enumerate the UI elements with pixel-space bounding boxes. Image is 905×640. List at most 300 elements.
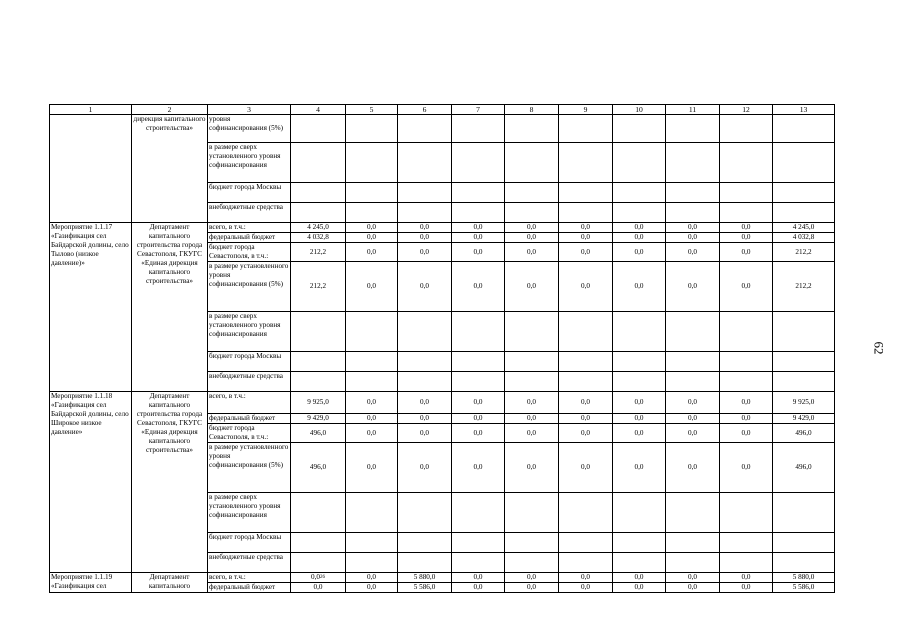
amount-cell xyxy=(291,424,346,443)
amount-cell xyxy=(613,424,666,443)
amount-cell xyxy=(291,243,346,262)
amount-cell xyxy=(505,372,559,392)
amount-cell xyxy=(452,583,505,593)
amount-cell xyxy=(398,243,452,262)
amount-cell xyxy=(666,533,720,553)
amount-value: 496,0 xyxy=(795,463,812,471)
table-row xyxy=(50,392,835,414)
amount-value: 0,0 xyxy=(688,233,697,241)
amount-cell xyxy=(559,203,613,223)
amount-value: 0,0 xyxy=(634,247,644,256)
amount-value: 0,0 xyxy=(741,247,751,256)
amount-value: 9 429,0 xyxy=(307,414,329,422)
amount-cell xyxy=(773,183,835,203)
funding-source: внебюджетные средства xyxy=(208,553,291,573)
amount-cell xyxy=(346,573,398,583)
amount-value: 0,0 xyxy=(741,463,751,471)
amount-value: 0,0 xyxy=(473,247,483,256)
amount-cell xyxy=(559,262,613,312)
funding-source: в размере установленного уровня софинансирования (5%) xyxy=(208,443,291,493)
column-number: 3 xyxy=(208,105,291,115)
amount-cell xyxy=(398,583,452,593)
amount-cell xyxy=(291,493,346,533)
amount-cell xyxy=(505,183,559,203)
amount-cell xyxy=(773,372,835,392)
amount-cell xyxy=(291,203,346,223)
amount-cell xyxy=(398,424,452,443)
amount-cell xyxy=(291,115,346,143)
amount-value: 0,0 xyxy=(420,233,429,241)
amount-cell xyxy=(398,312,452,352)
amount-cell xyxy=(613,143,666,183)
amount-cell xyxy=(398,392,452,414)
amount-cell xyxy=(666,424,720,443)
amount-value: 212,2 xyxy=(309,247,327,256)
amount-cell xyxy=(346,493,398,533)
amount-value: 0,0 xyxy=(527,223,536,231)
amount-value: 0,0 xyxy=(473,233,483,241)
amount-cell xyxy=(559,392,613,414)
amount-cell xyxy=(398,414,452,424)
amount-cell xyxy=(346,115,398,143)
funding-source: бюджет города Москвы xyxy=(208,533,291,553)
funding-source: бюджет города Москвы xyxy=(208,352,291,372)
table-row xyxy=(50,573,835,583)
amount-value: 496,0 xyxy=(309,463,327,471)
amount-value: 0,0 xyxy=(367,398,376,406)
amount-cell xyxy=(291,233,346,243)
amount-cell xyxy=(291,583,346,593)
amount-cell xyxy=(505,553,559,573)
funding-source: в размере сверх установленного уровня софинансирования xyxy=(208,143,291,183)
event-name-continued xyxy=(50,115,132,223)
amount-cell xyxy=(666,312,720,352)
amount-value: 0,0 xyxy=(688,428,697,437)
amount-cell xyxy=(559,233,613,243)
amount-value: 9 925,0 xyxy=(792,398,815,406)
amount-cell xyxy=(291,312,346,352)
amount-cell xyxy=(291,573,346,583)
page-number: 62 xyxy=(871,341,887,355)
funding-source: бюджет города Севастополя, в т.ч.: xyxy=(208,243,291,262)
amount-cell xyxy=(720,443,773,493)
amount-cell xyxy=(773,553,835,573)
amount-value: 0,0 xyxy=(581,414,590,422)
amount-cell xyxy=(559,312,613,352)
amount-cell xyxy=(613,223,666,233)
amount-value: 0,0 xyxy=(420,223,429,231)
amount-value: 212,2 xyxy=(795,282,812,290)
amount-cell xyxy=(346,443,398,493)
amount-value: 0,0 xyxy=(688,463,697,471)
amount-value: 0,0 xyxy=(420,463,429,471)
amount-cell xyxy=(773,424,835,443)
amount-value: 212,2 xyxy=(795,247,812,256)
amount-value: 0,0 xyxy=(741,428,751,437)
amount-cell xyxy=(346,352,398,372)
amount-value: 0,0 xyxy=(581,398,590,406)
column-number: 9 xyxy=(559,105,613,115)
amount-cell xyxy=(398,493,452,533)
amount-cell xyxy=(666,583,720,593)
amount-cell xyxy=(505,243,559,262)
amount-value: 0,0 xyxy=(581,573,590,581)
amount-cell xyxy=(452,533,505,553)
amount-cell xyxy=(720,352,773,372)
amount-value: 0,0 xyxy=(420,398,429,406)
amount-cell xyxy=(452,443,505,493)
amount-cell xyxy=(452,312,505,352)
amount-cell xyxy=(613,312,666,352)
funding-source: в размере сверх установленного уровня софинансирования xyxy=(208,493,291,533)
amount-cell xyxy=(505,143,559,183)
amount-cell xyxy=(720,233,773,243)
amount-cell xyxy=(346,223,398,233)
table-row xyxy=(50,223,835,233)
amount-value: 0,0 xyxy=(420,247,429,256)
amount-cell xyxy=(666,203,720,223)
column-number: 10 xyxy=(613,105,666,115)
amount-value: 0,0 xyxy=(527,463,536,471)
amount-cell xyxy=(505,203,559,223)
amount-cell xyxy=(398,352,452,372)
amount-value: 0,0 xyxy=(741,573,751,581)
amount-value: 0,0 xyxy=(367,282,376,290)
amount-cell xyxy=(452,143,505,183)
amount-cell xyxy=(666,183,720,203)
amount-cell xyxy=(773,443,835,493)
table-row xyxy=(50,115,835,143)
amount-cell xyxy=(773,203,835,223)
amount-cell xyxy=(452,223,505,233)
amount-value: 0,0 xyxy=(473,223,483,231)
amount-value: 0,0 xyxy=(688,223,697,231)
amount-cell xyxy=(559,372,613,392)
amount-cell xyxy=(398,533,452,553)
executor: Департамент капитального строительства города Севастополя, ГКУГС «Единая дирекция капитального строительства» xyxy=(132,392,208,573)
amount-cell xyxy=(559,352,613,372)
amount-cell xyxy=(773,583,835,593)
amount-cell xyxy=(613,392,666,414)
amount-cell xyxy=(398,443,452,493)
amount-cell xyxy=(452,183,505,203)
amount-cell xyxy=(613,573,666,583)
amount-cell xyxy=(291,533,346,553)
amount-cell xyxy=(773,262,835,312)
event-name: Мероприятие 1.1.17 «Газификация сел Байдарской долины, село Тылово (низкое давление)» xyxy=(50,223,132,392)
amount-cell xyxy=(505,223,559,233)
amount-cell xyxy=(666,392,720,414)
amount-value: 0,0 xyxy=(634,573,644,581)
amount-cell xyxy=(452,414,505,424)
amount-cell xyxy=(773,233,835,243)
amount-cell xyxy=(773,533,835,553)
amount-cell xyxy=(505,233,559,243)
amount-cell xyxy=(666,352,720,372)
amount-value: 0,0 xyxy=(741,583,751,591)
amount-cell xyxy=(398,223,452,233)
amount-cell xyxy=(505,392,559,414)
amount-value: 9 925,0 xyxy=(307,398,329,406)
amount-value: 0,0 xyxy=(688,573,697,581)
amount-cell xyxy=(346,233,398,243)
amount-cell xyxy=(452,553,505,573)
amount-value: 0,0 xyxy=(527,583,536,591)
column-number: 13 xyxy=(773,105,835,115)
amount-cell xyxy=(398,262,452,312)
amount-value: 0,0 xyxy=(688,247,697,256)
amount-cell xyxy=(720,493,773,533)
amount-cell xyxy=(720,183,773,203)
amount-cell xyxy=(613,583,666,593)
amount-cell xyxy=(398,143,452,183)
column-number: 8 xyxy=(505,105,559,115)
amount-cell xyxy=(666,115,720,143)
funding-source: в размере установленного уровня софинансирования (5%) xyxy=(208,262,291,312)
amount-cell xyxy=(666,414,720,424)
amount-value: 0,0 xyxy=(367,428,376,437)
amount-cell xyxy=(346,583,398,593)
amount-cell xyxy=(559,553,613,573)
amount-cell xyxy=(452,372,505,392)
amount-cell xyxy=(346,143,398,183)
amount-cell xyxy=(613,533,666,553)
amount-cell xyxy=(720,223,773,233)
amount-cell xyxy=(398,573,452,583)
executor: Департамент капитального xyxy=(132,573,208,593)
executor: дирекция капитального строительства» xyxy=(132,115,208,223)
amount-cell xyxy=(291,443,346,493)
amount-value: 0,0 xyxy=(473,282,483,290)
amount-cell xyxy=(559,223,613,233)
amount-value: 0,0 xyxy=(688,282,697,290)
amount-cell xyxy=(452,493,505,533)
amount-cell xyxy=(773,115,835,143)
amount-cell xyxy=(666,262,720,312)
amount-cell xyxy=(666,372,720,392)
amount-cell xyxy=(559,115,613,143)
event-name: Мероприятие 1.1.18 «Газификация сел Байдарской долины, село Широкое низкое давление» xyxy=(50,392,132,573)
amount-cell xyxy=(720,115,773,143)
amount-value: 0,0 xyxy=(527,398,536,406)
amount-cell xyxy=(559,443,613,493)
amount-cell xyxy=(398,372,452,392)
amount-value: 0,0 xyxy=(473,414,483,422)
amount-cell xyxy=(773,392,835,414)
column-number: 1 xyxy=(50,105,132,115)
amount-cell xyxy=(452,352,505,372)
amount-value: 0,0 xyxy=(527,247,536,256)
amount-value: 0,0 xyxy=(473,583,483,591)
amount-cell xyxy=(505,573,559,583)
amount-cell xyxy=(398,233,452,243)
amount-cell xyxy=(773,143,835,183)
column-number: 11 xyxy=(666,105,720,115)
amount-cell xyxy=(773,223,835,233)
amount-cell xyxy=(666,553,720,573)
amount-value: 0,0 xyxy=(420,282,429,290)
amount-cell xyxy=(559,573,613,583)
amount-value: 0,0 xyxy=(581,428,590,437)
amount-value: 0,0 xyxy=(741,398,751,406)
amount-value: 212,2 xyxy=(309,282,327,290)
amount-value: 0,0 xyxy=(634,282,644,290)
funding-source: в размере сверх установленного уровня софинансирования xyxy=(208,312,291,352)
column-number: 4 xyxy=(291,105,346,115)
executor: Департамент капитального строительства города Севастополя, ГКУГС «Единая дирекция капитального строительства» xyxy=(132,223,208,392)
amount-cell xyxy=(291,262,346,312)
amount-cell xyxy=(559,183,613,203)
amount-cell xyxy=(505,424,559,443)
amount-cell xyxy=(452,203,505,223)
amount-value: 0,0 xyxy=(581,223,590,231)
amount-cell xyxy=(505,262,559,312)
amount-cell xyxy=(346,553,398,573)
amount-cell xyxy=(613,372,666,392)
amount-cell xyxy=(398,115,452,143)
amount-cell xyxy=(613,243,666,262)
amount-value: 0,0 xyxy=(741,233,751,241)
amount-value: 0,0 xyxy=(688,398,697,406)
funding-source: внебюджетные средства xyxy=(208,372,291,392)
amount-value: 0,0 xyxy=(634,414,644,422)
amount-value: 0,0 xyxy=(688,414,697,422)
amount-cell xyxy=(346,243,398,262)
header-row xyxy=(50,105,835,115)
amount-cell xyxy=(505,414,559,424)
amount-cell xyxy=(346,183,398,203)
event-name: Мероприятие 1.1.19 «Газификация сел xyxy=(50,573,132,593)
amount-cell xyxy=(505,312,559,352)
funding-source: внебюджетные средства xyxy=(208,203,291,223)
amount-cell xyxy=(346,372,398,392)
amount-cell xyxy=(398,203,452,223)
amount-cell xyxy=(291,352,346,372)
amount-cell xyxy=(666,443,720,493)
amount-value: 4 032,8 xyxy=(307,233,329,241)
amount-cell xyxy=(559,583,613,593)
amount-value: 0,0 xyxy=(527,414,536,422)
amount-cell xyxy=(666,573,720,583)
amount-cell xyxy=(559,424,613,443)
funding-source: всего, в т.ч.: xyxy=(208,573,291,583)
amount-cell xyxy=(720,414,773,424)
amount-value: 0,0 xyxy=(634,233,644,241)
amount-cell xyxy=(613,262,666,312)
amount-cell xyxy=(559,493,613,533)
amount-cell xyxy=(666,233,720,243)
amount-cell xyxy=(291,183,346,203)
amount-cell xyxy=(452,424,505,443)
amount-value: 4 032,8 xyxy=(792,233,815,241)
amount-cell xyxy=(666,243,720,262)
amount-value: 0,0 xyxy=(634,583,644,591)
amount-value: 0,0 xyxy=(634,398,644,406)
amount-cell xyxy=(666,223,720,233)
amount-cell xyxy=(505,583,559,593)
amount-value: 0,0 xyxy=(581,583,590,591)
amount-cell xyxy=(613,493,666,533)
amount-cell xyxy=(505,443,559,493)
amount-cell xyxy=(720,143,773,183)
amount-cell xyxy=(346,312,398,352)
amount-value: 0,0 xyxy=(741,282,751,290)
amount-value: 4 245,0 xyxy=(307,223,329,231)
amount-cell xyxy=(505,493,559,533)
amount-cell xyxy=(291,414,346,424)
amount-value: 0,0 xyxy=(367,463,376,471)
amount-cell xyxy=(291,392,346,414)
amount-value: 0,0 xyxy=(581,463,590,471)
amount-cell xyxy=(773,243,835,262)
column-number: 7 xyxy=(452,105,505,115)
amount-cell xyxy=(720,262,773,312)
funding-source: всего, в т.ч.: xyxy=(208,392,291,414)
amount-cell xyxy=(559,143,613,183)
amount-value: 0,0 xyxy=(473,398,483,406)
amount-cell xyxy=(452,243,505,262)
amount-value: 0,0 xyxy=(581,247,590,256)
amount-value: 0,0 xyxy=(473,428,483,437)
amount-cell xyxy=(613,414,666,424)
amount-value: 9 429,0 xyxy=(792,414,815,422)
amount-value: 5 586,0 xyxy=(792,583,815,591)
amount-cell xyxy=(452,115,505,143)
amount-cell xyxy=(505,533,559,553)
amount-value: 0,0 xyxy=(311,573,320,581)
funding-source: уровня софинансирования (5%) xyxy=(208,115,291,143)
amount-cell xyxy=(346,424,398,443)
column-number: 6 xyxy=(398,105,452,115)
amount-cell xyxy=(613,115,666,143)
amount-value: 0,0 xyxy=(527,282,536,290)
amount-value: 5 880,0 xyxy=(413,573,436,581)
amount-value: 0,0 xyxy=(367,414,376,422)
amount-value: 0,0 xyxy=(527,573,536,581)
amount-value: 0,0 xyxy=(420,414,429,422)
amount-cell xyxy=(452,392,505,414)
amount-cell xyxy=(720,573,773,583)
amount-cell xyxy=(720,392,773,414)
amount-value: 0,0 xyxy=(367,247,376,256)
column-number: 2 xyxy=(132,105,208,115)
amount-cell xyxy=(773,414,835,424)
amount-value: 0,0 xyxy=(634,428,644,437)
amount-value: 0,0 xyxy=(367,233,376,241)
funding-source: федеральный бюджет xyxy=(208,233,291,243)
amount-value: 0,0 xyxy=(581,233,590,241)
amount-cell xyxy=(452,573,505,583)
amount-cell xyxy=(613,233,666,243)
amount-cell xyxy=(613,183,666,203)
amount-value: 0,0 xyxy=(367,223,376,231)
amount-cell xyxy=(773,493,835,533)
amount-cell xyxy=(720,312,773,352)
amount-value: 0,0 xyxy=(527,428,536,437)
amount-cell xyxy=(346,203,398,223)
amount-cell xyxy=(720,553,773,573)
amount-value: 5 586,0 xyxy=(413,583,436,591)
amount-cell xyxy=(346,392,398,414)
amount-value: 0,0 xyxy=(527,233,536,241)
amount-cell xyxy=(666,143,720,183)
amount-cell xyxy=(291,553,346,573)
amount-value: 0,0 xyxy=(741,223,751,231)
amount-cell xyxy=(613,553,666,573)
amount-cell xyxy=(346,262,398,312)
amount-cell xyxy=(613,203,666,223)
amount-cell xyxy=(559,533,613,553)
